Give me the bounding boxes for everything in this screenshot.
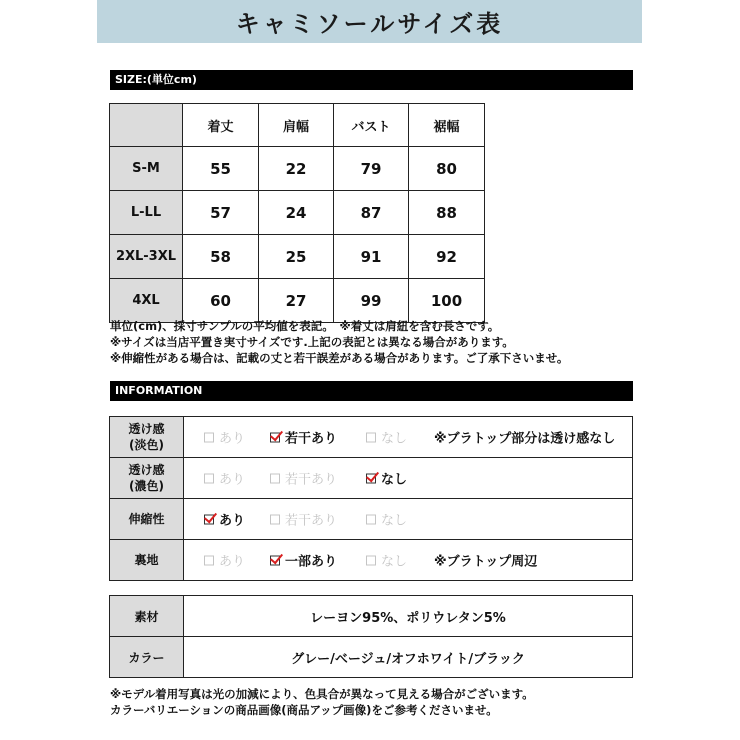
option-ari — [204, 551, 245, 570]
cell-value: 99 — [334, 279, 409, 323]
cell-value: 58 — [183, 235, 259, 279]
note-line: カラーバリエーションの商品画像(商品アップ画像)をご参考くださいませ。 — [110, 703, 498, 717]
option-nashi — [366, 510, 407, 529]
info-options — [184, 417, 633, 458]
checkbox-icon — [366, 555, 376, 565]
option-ari — [204, 428, 245, 447]
information-section-bar: INFORMATION — [110, 381, 633, 401]
info-label-line: 透け感 — [128, 463, 165, 477]
checked-checkbox-icon — [270, 555, 280, 565]
option-jakkan-ari — [270, 428, 337, 447]
row-label: L-LL — [110, 191, 183, 235]
cell-value: 92 — [409, 235, 485, 279]
table-row — [110, 279, 485, 323]
cell-value: 80 — [409, 147, 485, 191]
info-options — [184, 540, 633, 581]
option-label: 若干あり — [285, 513, 338, 529]
option-nashi — [366, 428, 407, 447]
cell-value: 91 — [334, 235, 409, 279]
header-shoulder: 肩幅 — [259, 104, 334, 147]
size-table — [109, 103, 485, 323]
corner-cell — [110, 104, 183, 147]
cell-value: 88 — [409, 191, 485, 235]
note-line: ※伸縮性がある場合は、記載の丈と若干誤差がある場合があります。ご了承下さいませ。 — [110, 351, 569, 365]
checkbox-icon — [270, 514, 280, 524]
checkbox-icon — [366, 432, 376, 442]
info-options — [184, 499, 633, 540]
footer-notes — [110, 686, 534, 718]
information-table — [109, 416, 633, 581]
cell-value: 24 — [259, 191, 334, 235]
option-label: あり — [219, 472, 246, 488]
row-label: S-M — [110, 147, 183, 191]
option-jakkan-ari — [270, 469, 337, 488]
info-note: ※ブラトップ部分は透け感なし — [434, 431, 616, 447]
option-label: なし — [381, 513, 408, 529]
option-label: 若干あり — [285, 472, 338, 488]
info-row-transparency-dark — [110, 458, 633, 499]
cell-value: 55 — [183, 147, 259, 191]
checkbox-icon — [204, 473, 214, 483]
table-row — [110, 147, 485, 191]
option-label: 一部あり — [285, 554, 338, 570]
option-label: 若干あり — [285, 431, 338, 447]
info-label-sub: (淡色) — [129, 438, 164, 452]
info-label — [110, 417, 184, 458]
checked-checkbox-icon — [366, 473, 376, 483]
cell-value: 27 — [259, 279, 334, 323]
table-row — [110, 235, 485, 279]
size-notes — [110, 318, 568, 366]
cell-value: 87 — [334, 191, 409, 235]
cell-value: 25 — [259, 235, 334, 279]
table-row — [110, 191, 485, 235]
info-options — [184, 458, 633, 499]
material-row — [110, 596, 633, 637]
row-label: 2XL-3XL — [110, 235, 183, 279]
option-label: あり — [219, 513, 246, 529]
option-label: あり — [219, 431, 246, 447]
material-label: 素材 — [110, 596, 184, 637]
checked-checkbox-icon — [270, 432, 280, 442]
material-value: レーヨン95%、ポリウレタン5% — [184, 596, 633, 637]
header-hem: 裾幅 — [409, 104, 485, 147]
note-line: ※モデル着用写真は光の加減により、色具合が異なって見える場合がございます。 — [110, 687, 534, 701]
option-ari — [204, 469, 245, 488]
info-label: 伸縮性 — [110, 499, 184, 540]
checkbox-icon — [366, 514, 376, 524]
checkbox-icon — [270, 473, 280, 483]
info-note: ※ブラトップ周辺 — [434, 554, 538, 570]
title-banner — [97, 0, 642, 43]
option-label: なし — [381, 431, 408, 447]
color-row — [110, 637, 633, 678]
option-nashi — [366, 551, 407, 570]
note-line: ※サイズは当店平置き実寸サイズです.上記の表記とは異なる場合があります。 — [110, 335, 514, 349]
checked-checkbox-icon — [204, 514, 214, 524]
color-label: カラー — [110, 637, 184, 678]
size-section-bar: SIZE:(単位cm) — [110, 70, 633, 90]
page-title: キャミソールサイズ表 — [235, 9, 504, 38]
row-label: 4XL — [110, 279, 183, 323]
checkbox-icon — [204, 432, 214, 442]
option-label: なし — [381, 554, 408, 570]
cell-value: 100 — [409, 279, 485, 323]
info-row-stretch — [110, 499, 633, 540]
info-label: 裏地 — [110, 540, 184, 581]
option-ari — [204, 510, 245, 529]
checkbox-icon — [204, 555, 214, 565]
info-label-line: 透け感 — [128, 422, 165, 436]
option-ichibu-ari — [270, 551, 337, 570]
info-label-sub: (濃色) — [129, 479, 164, 493]
info-row-lining — [110, 540, 633, 581]
material-color-table — [109, 595, 633, 678]
option-label: なし — [381, 472, 408, 488]
cell-value: 60 — [183, 279, 259, 323]
info-row-transparency-light — [110, 417, 633, 458]
color-value: グレー/ベージュ/オフホワイト/ブラック — [184, 637, 633, 678]
note-line: 単位(cm)、採寸サンプルの平均値を表記。 ※着丈は肩紐を含む長さです。 — [110, 319, 500, 333]
option-nashi — [366, 469, 407, 488]
header-length: 着丈 — [183, 104, 259, 147]
header-bust: バスト — [334, 104, 409, 147]
info-label — [110, 458, 184, 499]
cell-value: 22 — [259, 147, 334, 191]
size-table-header-row — [110, 104, 485, 147]
option-label: あり — [219, 554, 246, 570]
cell-value: 57 — [183, 191, 259, 235]
cell-value: 79 — [334, 147, 409, 191]
option-jakkan-ari — [270, 510, 337, 529]
